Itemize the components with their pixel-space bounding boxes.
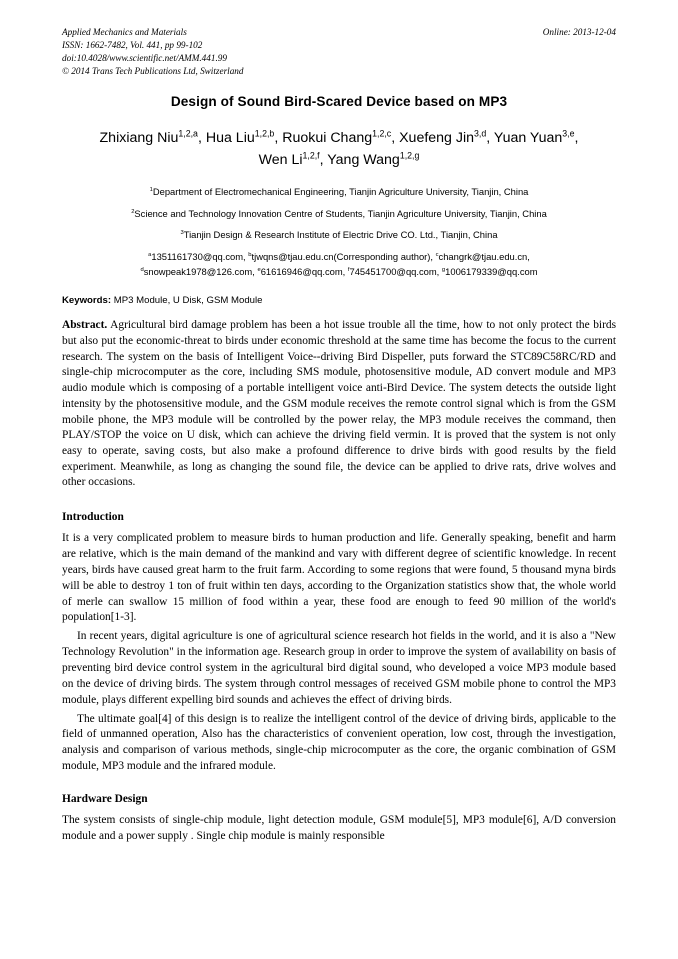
email-marker: b	[248, 251, 252, 258]
sections-container	[62, 511, 616, 844]
section-paragraph: The system consists of single-chip module, light detection module, GSM module[5], MP3 module[6], A/D conversion module and a power supply . Single chip module is mainly responsible	[62, 813, 616, 842]
section-paragraph: In recent years, digital agriculture is one of agricultural science research hot fields in the world, and it is also a "New Technology Revolution" in the information age. Research group in order to improve the system of availability on basis of preventing bird device control system in the agricultural bird digital sound, who developed a voice MP3 module based on the device of driving birds. The system through control messages of received GSM mobile phone to control the MP3 module, plays different expelling bird sounds and achieves the effect of driving birds.	[62, 630, 616, 706]
section-heading: Hardware Design	[62, 792, 148, 805]
email-address[interactable]: snowpeak1978@126.com,	[143, 265, 258, 277]
email-address[interactable]: changrk@tjau.edu.cn,	[438, 250, 530, 262]
author-list	[62, 127, 616, 171]
author-name: , Hua Liu	[197, 130, 255, 147]
header-issn: ISSN: 1662-7482, Vol. 441, pp 99-102	[62, 40, 203, 51]
page-title: Design of Sound Bird-Scared Device based on MP3	[170, 94, 508, 110]
affiliation-marker: 1	[149, 187, 153, 194]
author-name: , Yuan Yuan	[486, 130, 563, 147]
author-affiliation-marker: 3,d	[474, 128, 487, 139]
abstract	[62, 318, 616, 491]
email-marker: d	[140, 266, 144, 273]
author-name: , Xuefeng Jin	[391, 130, 475, 147]
section-paragraph: It is a very complicated problem to measure birds to human production and life. Generally speaking, benefit and harm are relative, which is the main demand of the mankind and vary with different degree of scientific knowledge. In recent years, birds have caused great harm to the fruit farm. According to some regions that were found, 5 thousand myna birds will be able to destroy 1 ton of fruit within ten days, according to the Organization statistics show that, the whole world of merle can swallow 15 million of food within a year, these food are enough to feed 90 million of the world's population[1-3].	[62, 532, 616, 624]
email-address[interactable]: 61616946@qq.com,	[260, 265, 348, 277]
abstract-text: Agricultural bird damage problem has been a hot issue trouble all the time, how to not only protect the birds but also put the economic-threat to birds under economic threshold at the same time has become the focus to the current research. The system on the basis of Intelligent Voice--driving Bird Dispeller, puts forward the STC89C58RC/RD and single-chip microcomputer as the core, including SMS module, photosensitive module, AD convert module and MP3 audio module which is composing of a portable intelligent voice anti-Bird Device. The system detects the outside light intensity by the photosensitive module, and the GSM module receives the remote control signal which is from the GSM mobile phone, the MP3 module will be controlled by the power relay, the MP3 module receives the command, then PLAY/STOP the voice on U disk, which can achieve the driving field vermin. It is proved that the system is not only easy to operate, saving costs, but also make a profound difference to drive birds with good results by the field experiment. Meanwhile, as long as changing the sound file, the device can be applied to drive rats, drive wolves and other occasions.	[62, 319, 616, 489]
email-marker: a	[148, 251, 152, 258]
author-affiliation-marker: 1,2,g	[399, 150, 420, 161]
author-name: Wen Li	[258, 152, 303, 169]
header-journal: Applied Mechanics and Materials	[62, 27, 187, 37]
email-line-2	[62, 265, 616, 280]
email-line-1	[62, 250, 616, 265]
author-affiliation-marker: 3,e	[562, 128, 575, 139]
email-marker: f	[347, 266, 350, 273]
affiliation-text: Science and Technology Innovation Centre of Students, Tianjin Agriculture University, Tianjin, China	[134, 207, 547, 219]
author-name: , Ruokui Chang	[274, 130, 373, 147]
header-copyright: © 2014 Trans Tech Publications Ltd, Switzerland	[62, 66, 244, 77]
author-line-2	[62, 149, 616, 171]
email-marker: c	[435, 251, 439, 258]
author-affiliation-marker: 1,2,a	[178, 128, 198, 139]
header-doi: doi:10.4028/www.scientific.net/AMM.441.99	[62, 53, 227, 64]
keywords-value: MP3 Module, U Disk, GSM Module	[113, 295, 263, 307]
email-address[interactable]: 745451700@qq.com,	[349, 265, 442, 277]
affiliation	[62, 228, 616, 243]
author-line-1	[62, 127, 616, 149]
section-paragraph: The ultimate goal[4] of this design is to realize the intelligent control of the device of driving birds, applicable to the field of unmanned operation, Also has the characteristics of convenient operation, low cost, through the investigation, analysis and comparison of various methods, single-chip microcomputer as the core, the organic combination of GSM module, MP3 module and the infrared module.	[62, 712, 616, 773]
keywords	[62, 295, 616, 306]
header-online-date: Online: 2013-12-04	[542, 27, 616, 37]
email-marker: e	[257, 266, 261, 273]
page-header	[62, 26, 616, 78]
affiliation-marker: 3	[180, 230, 184, 237]
affiliation-text: Department of Electromechanical Engineering, Tianjin Agriculture University, Tianjin, China	[152, 186, 529, 198]
author-affiliation-marker: 1,2,b	[254, 128, 275, 139]
affiliation	[62, 207, 616, 222]
keywords-label: Keywords:	[62, 295, 112, 307]
author-name: , Yang Wang	[319, 152, 400, 169]
author-affiliation-marker: 1,2,c	[372, 128, 392, 139]
email-address[interactable]: 1351161730@qq.com,	[151, 250, 249, 262]
affiliation-text: Tianjin Design & Research Institute of Electric Drive CO. Ltd., Tianjin, China	[183, 229, 498, 241]
author-name: Zhixiang Niu	[99, 130, 179, 147]
author-name: ,	[574, 130, 579, 147]
affiliation-marker: 2	[131, 208, 135, 215]
author-affiliation-marker: 1,2,f	[302, 150, 320, 161]
section-heading: Introduction	[62, 511, 124, 524]
email-list	[62, 250, 616, 279]
email-address[interactable]: 1006179339@qq.com	[445, 265, 538, 277]
abstract-label: Abstract.	[62, 319, 108, 332]
affiliation	[62, 185, 616, 200]
email-marker: g	[441, 266, 446, 273]
affiliation-list	[62, 185, 616, 243]
email-address[interactable]: tjwqns@tjau.edu.cn(Corresponding author),	[251, 250, 436, 262]
